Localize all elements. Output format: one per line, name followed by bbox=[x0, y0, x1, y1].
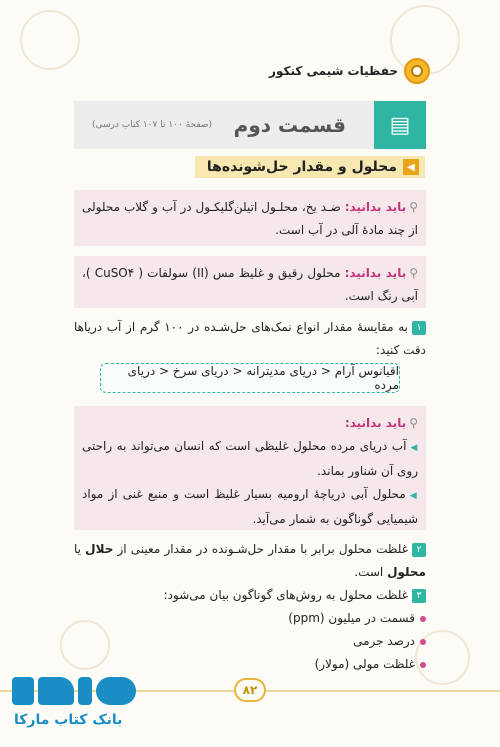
part-banner bbox=[74, 101, 426, 149]
bold-term: حلال bbox=[85, 542, 114, 556]
list-item: غلظت مولی (مولار) bbox=[74, 653, 426, 676]
know-item: ◀آب دریای مرده محلول غلیظی است که انسان می‌تواند به راحتی روی آن شناور بماند. bbox=[82, 439, 419, 478]
bullet-dot-icon bbox=[420, 616, 426, 622]
marka-logo-icon bbox=[12, 677, 136, 705]
point-2: ۲غلظت محلول برابر با مقدار حل‌شـونده در مقدار معینی از حلال یا محلول است. bbox=[74, 542, 426, 579]
arrow-left-icon: ◀ bbox=[403, 159, 419, 175]
point-number: ۱ bbox=[412, 321, 426, 335]
know-box-2 bbox=[74, 256, 426, 308]
know-text: محلول رقیق و غلیظ مس (II) سولفات ( CuSO۴ )، آبی رنگ است. bbox=[82, 266, 418, 303]
list-item: قسمت در میلیون (ppm) bbox=[74, 607, 426, 630]
point-text: به مقایسهٔ مقدار انواع نمک‌های حل‌شـده در ۱۰۰ گرم از آب دریاها دقت کنید: bbox=[74, 320, 426, 357]
know-label: باید بدانید: bbox=[344, 266, 407, 280]
point-number: ۳ bbox=[412, 589, 426, 603]
magnifier-icon: ⚲ bbox=[409, 200, 418, 214]
section-heading bbox=[195, 156, 425, 178]
bold-term: محلول bbox=[387, 565, 426, 579]
part-subtitle: (صفحهٔ ۱۰۰ تا ۱۰۷ کتاب درسی) bbox=[92, 120, 213, 130]
bullet-dot-icon bbox=[420, 639, 426, 645]
magnifier-icon: ⚲ bbox=[409, 416, 418, 430]
know-box-3 bbox=[74, 406, 426, 530]
header-title: حفظیات شیمی کنکور bbox=[269, 64, 398, 78]
know-box-1 bbox=[74, 190, 426, 246]
magnifier-icon: ⚲ bbox=[409, 266, 418, 280]
page-number: ۸۲ bbox=[234, 678, 266, 702]
running-header bbox=[269, 58, 430, 84]
know-text: ضـد یخ، محلـول اتیلن‌گلیکـول در آب و گلاب محلولی از چند مادهٔ آلی در آب است. bbox=[82, 200, 418, 237]
section-title: محلول و مقدار حل‌شونده‌ها bbox=[206, 159, 397, 175]
point-number: ۲ bbox=[412, 543, 426, 557]
bullet-arrow-icon: ◀ bbox=[410, 443, 419, 453]
document-icon: ▤ bbox=[374, 101, 426, 149]
doodle-circle bbox=[20, 10, 80, 70]
point-1 bbox=[74, 316, 426, 362]
know-label: باید بدانید: bbox=[344, 200, 407, 214]
point-3: ۳غلظت محلول به روش‌های گوناگون بیان می‌شود: قسمت در میلیون (ppm) درصد جرمی غلظت مولی (مولار) bbox=[74, 584, 426, 676]
comparison-text: اقیانوس آرام < دریای مدیترانه < دریای سرخ < دریای مرده bbox=[127, 364, 399, 392]
brand-name: بانک کتاب مارکا bbox=[14, 712, 123, 728]
salinity-comparison-box bbox=[100, 363, 400, 393]
chemistry-badge-icon bbox=[404, 58, 430, 84]
list-item: درصد جرمی bbox=[74, 630, 426, 653]
bullet-arrow-icon: ◀ bbox=[409, 491, 419, 501]
part-title: قسمت دوم bbox=[233, 113, 346, 137]
know-label: باید بدانید: bbox=[344, 416, 407, 430]
know-item: ◀محلول آبی دریاچهٔ ارومیه بسیار غلیظ است و منبع غنی از مواد شیمیایی گوناگون به شمار می‌آید. bbox=[82, 487, 419, 526]
bullet-dot-icon bbox=[420, 662, 426, 668]
